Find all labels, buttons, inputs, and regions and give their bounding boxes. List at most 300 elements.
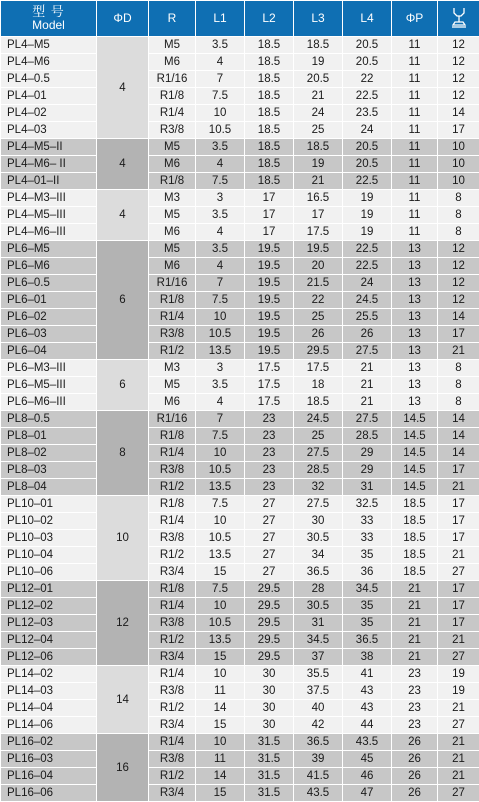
cell-l2: 29.5 — [245, 598, 294, 615]
table-header — [1, 1, 479, 37]
cell-r: M6 — [149, 54, 196, 71]
cell-wrench: 12 — [438, 258, 479, 275]
table-row — [1, 428, 479, 445]
cell-r: R3/4 — [149, 717, 196, 734]
cell-l1: 13.5 — [196, 547, 245, 564]
table-row — [1, 88, 479, 105]
cell-l4: 19 — [343, 207, 392, 224]
cell-l1: 10.5 — [196, 462, 245, 479]
cell-model: PL8–0.5 — [1, 411, 97, 428]
cell-wrench: 17 — [438, 581, 479, 598]
cell-r: R3/8 — [149, 326, 196, 343]
cell-r: R1/16 — [149, 411, 196, 428]
cell-l3: 28.5 — [294, 462, 343, 479]
cell-model: PL16–02 — [1, 734, 97, 751]
cell-op: 13 — [392, 309, 438, 326]
cell-l2: 30 — [245, 717, 294, 734]
table-row — [1, 734, 479, 751]
cell-wrench: 8 — [438, 360, 479, 377]
cell-wrench: 10 — [438, 156, 479, 173]
cell-l2: 27 — [245, 496, 294, 513]
cell-l2: 18.5 — [245, 173, 294, 190]
cell-l1: 10 — [196, 309, 245, 326]
table-row — [1, 241, 479, 258]
cell-model: PL6–M6 — [1, 258, 97, 275]
table-row — [1, 717, 479, 734]
cell-l3: 30.5 — [294, 598, 343, 615]
cell-l2: 23 — [245, 411, 294, 428]
cell-model: PL12–02 — [1, 598, 97, 615]
cell-r: R1/16 — [149, 275, 196, 292]
cell-l3: 24.5 — [294, 411, 343, 428]
cell-r: M6 — [149, 394, 196, 411]
table-row — [1, 683, 479, 700]
cell-l1: 3.5 — [196, 139, 245, 156]
cell-r: M5 — [149, 37, 196, 54]
cell-l4: 34.5 — [343, 581, 392, 598]
cell-l4: 31 — [343, 479, 392, 496]
cell-l3: 43.5 — [294, 785, 343, 802]
cell-l4: 45 — [343, 751, 392, 768]
cell-model: PL4–03 — [1, 122, 97, 139]
cell-op: 26 — [392, 751, 438, 768]
cell-l1: 14 — [196, 768, 245, 785]
cell-op: 18.5 — [392, 513, 438, 530]
cell-r: M3 — [149, 360, 196, 377]
cell-l3: 35.5 — [294, 666, 343, 683]
cell-l2: 17 — [245, 190, 294, 207]
cell-od: 12 — [97, 581, 149, 666]
cell-wrench: 14 — [438, 445, 479, 462]
cell-l4: 35 — [343, 598, 392, 615]
cell-op: 18.5 — [392, 530, 438, 547]
cell-l2: 31.5 — [245, 768, 294, 785]
cell-l1: 15 — [196, 649, 245, 666]
cell-l3: 18.5 — [294, 37, 343, 54]
cell-op: 13 — [392, 394, 438, 411]
cell-model: PL6–03 — [1, 326, 97, 343]
cell-l3: 25 — [294, 309, 343, 326]
cell-model: PL4–01–II — [1, 173, 97, 190]
cell-l1: 3.5 — [196, 207, 245, 224]
cell-model: PL10–04 — [1, 547, 97, 564]
cell-r: M3 — [149, 190, 196, 207]
cell-l1: 15 — [196, 785, 245, 802]
cell-wrench: 27 — [438, 717, 479, 734]
cell-l1: 3.5 — [196, 37, 245, 54]
cell-r: R1/8 — [149, 88, 196, 105]
table-row — [1, 479, 479, 496]
table-row — [1, 326, 479, 343]
cell-l1: 15 — [196, 564, 245, 581]
cell-l4: 29 — [343, 462, 392, 479]
cell-l1: 3 — [196, 360, 245, 377]
cell-od: 6 — [97, 241, 149, 360]
cell-l2: 18.5 — [245, 139, 294, 156]
cell-r: R3/8 — [149, 122, 196, 139]
cell-model: PL4–M5–III — [1, 207, 97, 224]
cell-op: 11 — [392, 122, 438, 139]
cell-model: PL16–06 — [1, 785, 97, 802]
cell-l2: 27 — [245, 530, 294, 547]
cell-wrench: 21 — [438, 768, 479, 785]
cell-l2: 23 — [245, 479, 294, 496]
cell-l2: 29.5 — [245, 649, 294, 666]
cell-op: 13 — [392, 326, 438, 343]
cell-r: M5 — [149, 377, 196, 394]
table-row — [1, 700, 479, 717]
cell-l2: 18.5 — [245, 88, 294, 105]
cell-model: PL6–02 — [1, 309, 97, 326]
cell-op: 11 — [392, 173, 438, 190]
cell-l3: 26 — [294, 326, 343, 343]
cell-op: 11 — [392, 105, 438, 122]
cell-l2: 18.5 — [245, 156, 294, 173]
cell-op: 21 — [392, 632, 438, 649]
cell-r: R1/8 — [149, 428, 196, 445]
cell-op: 18.5 — [392, 547, 438, 564]
cell-model: PL14–06 — [1, 717, 97, 734]
cell-l2: 29.5 — [245, 581, 294, 598]
cell-l1: 7.5 — [196, 292, 245, 309]
cell-op: 14.5 — [392, 479, 438, 496]
cell-model: PL4–M5–II — [1, 139, 97, 156]
cell-l1: 11 — [196, 683, 245, 700]
cell-l3: 25 — [294, 428, 343, 445]
cell-wrench: 8 — [438, 377, 479, 394]
cell-l3: 36.5 — [294, 564, 343, 581]
table-row — [1, 309, 479, 326]
cell-l3: 30.5 — [294, 530, 343, 547]
cell-l3: 28 — [294, 581, 343, 598]
cell-l4: 22.5 — [343, 173, 392, 190]
table-row — [1, 37, 479, 54]
cell-l4: 20.5 — [343, 139, 392, 156]
cell-wrench: 21 — [438, 632, 479, 649]
cell-l3: 36.5 — [294, 734, 343, 751]
cell-l3: 21 — [294, 88, 343, 105]
cell-l4: 22.5 — [343, 88, 392, 105]
cell-l2: 18.5 — [245, 71, 294, 88]
table-row — [1, 666, 479, 683]
cell-l1: 13.5 — [196, 632, 245, 649]
cell-l4: 20.5 — [343, 54, 392, 71]
cell-wrench: 17 — [438, 122, 479, 139]
cell-l3: 37.5 — [294, 683, 343, 700]
cell-r: R1/2 — [149, 768, 196, 785]
cell-l4: 29 — [343, 445, 392, 462]
cell-od: 4 — [97, 37, 149, 139]
cell-wrench: 12 — [438, 54, 479, 71]
cell-r: M6 — [149, 224, 196, 241]
table-row — [1, 462, 479, 479]
cell-l4: 43 — [343, 683, 392, 700]
cell-wrench: 12 — [438, 292, 479, 309]
cell-l2: 30 — [245, 683, 294, 700]
cell-l4: 21 — [343, 394, 392, 411]
cell-l3: 30 — [294, 513, 343, 530]
cell-l4: 43 — [343, 700, 392, 717]
cell-l1: 3.5 — [196, 241, 245, 258]
cell-l2: 19.5 — [245, 292, 294, 309]
cell-l3: 24 — [294, 105, 343, 122]
cell-r: R3/8 — [149, 683, 196, 700]
header-wrench — [438, 1, 479, 37]
cell-wrench: 8 — [438, 190, 479, 207]
cell-op: 14.5 — [392, 462, 438, 479]
cell-r: M5 — [149, 139, 196, 156]
cell-r: R1/8 — [149, 581, 196, 598]
cell-od: 8 — [97, 411, 149, 496]
cell-l3: 34 — [294, 547, 343, 564]
cell-l3: 18 — [294, 377, 343, 394]
cell-od: 6 — [97, 360, 149, 411]
cell-l1: 10 — [196, 513, 245, 530]
cell-r: R3/8 — [149, 751, 196, 768]
cell-model: PL6–04 — [1, 343, 97, 360]
cell-model: PL4–M6–III — [1, 224, 97, 241]
cell-od: 14 — [97, 666, 149, 734]
cell-l2: 17 — [245, 207, 294, 224]
cell-model: PL10–02 — [1, 513, 97, 530]
header-l4: L4 — [343, 1, 392, 37]
table-row — [1, 292, 479, 309]
cell-wrench: 17 — [438, 326, 479, 343]
cell-l1: 10.5 — [196, 326, 245, 343]
cell-r: R1/8 — [149, 496, 196, 513]
cell-wrench: 21 — [438, 343, 479, 360]
cell-l4: 21 — [343, 360, 392, 377]
cell-op: 11 — [392, 88, 438, 105]
cell-op: 13 — [392, 377, 438, 394]
cell-wrench: 14 — [438, 428, 479, 445]
cell-wrench: 14 — [438, 411, 479, 428]
cell-l3: 19 — [294, 156, 343, 173]
table-row — [1, 411, 479, 428]
cell-r: R1/4 — [149, 309, 196, 326]
cell-op: 14.5 — [392, 428, 438, 445]
table-row — [1, 190, 479, 207]
header-model — [1, 1, 97, 37]
cell-l3: 41.5 — [294, 768, 343, 785]
cell-l4: 33 — [343, 530, 392, 547]
wrench-hex-icon — [450, 6, 468, 31]
cell-od: 4 — [97, 190, 149, 241]
cell-l4: 22.5 — [343, 258, 392, 275]
cell-wrench: 10 — [438, 173, 479, 190]
table-row — [1, 360, 479, 377]
header-row — [1, 1, 479, 37]
cell-l2: 23 — [245, 462, 294, 479]
table-row — [1, 156, 479, 173]
cell-l4: 22.5 — [343, 241, 392, 258]
cell-l3: 18.5 — [294, 394, 343, 411]
cell-wrench: 17 — [438, 462, 479, 479]
cell-r: R1/4 — [149, 445, 196, 462]
table-row — [1, 496, 479, 513]
cell-model: PL14–04 — [1, 700, 97, 717]
cell-op: 11 — [392, 156, 438, 173]
cell-l3: 21.5 — [294, 275, 343, 292]
cell-l2: 17.5 — [245, 394, 294, 411]
cell-model: PL6–M3–III — [1, 360, 97, 377]
cell-l2: 19.5 — [245, 258, 294, 275]
cell-l3: 39 — [294, 751, 343, 768]
table-row — [1, 649, 479, 666]
cell-l3: 17.5 — [294, 224, 343, 241]
cell-model: PL12–06 — [1, 649, 97, 666]
header-model-en: Model — [32, 18, 65, 32]
cell-l1: 7.5 — [196, 88, 245, 105]
cell-r: R1/2 — [149, 632, 196, 649]
table-body — [1, 37, 479, 802]
cell-r: R1/16 — [149, 71, 196, 88]
cell-r: M5 — [149, 241, 196, 258]
cell-wrench: 8 — [438, 394, 479, 411]
cell-model: PL6–M5–III — [1, 377, 97, 394]
cell-l4: 46 — [343, 768, 392, 785]
cell-r: R1/4 — [149, 666, 196, 683]
table-row — [1, 377, 479, 394]
cell-wrench: 27 — [438, 564, 479, 581]
table-row — [1, 598, 479, 615]
cell-l3: 17 — [294, 207, 343, 224]
table-row — [1, 207, 479, 224]
cell-op: 13 — [392, 258, 438, 275]
cell-l4: 36 — [343, 564, 392, 581]
table-row — [1, 581, 479, 598]
cell-model: PL8–03 — [1, 462, 97, 479]
cell-l2: 27 — [245, 513, 294, 530]
cell-l3: 21 — [294, 173, 343, 190]
cell-op: 14.5 — [392, 411, 438, 428]
cell-l4: 44 — [343, 717, 392, 734]
cell-l1: 7.5 — [196, 581, 245, 598]
cell-l1: 7.5 — [196, 496, 245, 513]
cell-l4: 20.5 — [343, 156, 392, 173]
cell-r: R1/2 — [149, 547, 196, 564]
cell-r: M5 — [149, 207, 196, 224]
cell-wrench: 21 — [438, 700, 479, 717]
cell-l3: 42 — [294, 717, 343, 734]
table-row — [1, 751, 479, 768]
cell-model: PL10–01 — [1, 496, 97, 513]
cell-op: 23 — [392, 666, 438, 683]
cell-op: 14.5 — [392, 445, 438, 462]
cell-l3: 34.5 — [294, 632, 343, 649]
cell-l4: 19 — [343, 190, 392, 207]
cell-l3: 27.5 — [294, 496, 343, 513]
cell-od: 10 — [97, 496, 149, 581]
cell-op: 21 — [392, 581, 438, 598]
cell-l3: 20.5 — [294, 71, 343, 88]
cell-l1: 3 — [196, 190, 245, 207]
cell-r: R1/8 — [149, 292, 196, 309]
cell-model: PL6–01 — [1, 292, 97, 309]
cell-op: 11 — [392, 71, 438, 88]
cell-wrench: 14 — [438, 105, 479, 122]
cell-model: PL10–03 — [1, 530, 97, 547]
cell-r: R1/2 — [149, 479, 196, 496]
cell-model: PL12–04 — [1, 632, 97, 649]
table-row — [1, 343, 479, 360]
cell-l1: 4 — [196, 156, 245, 173]
cell-l3: 16.5 — [294, 190, 343, 207]
table-row — [1, 530, 479, 547]
cell-l4: 41 — [343, 666, 392, 683]
cell-l2: 19.5 — [245, 241, 294, 258]
cell-l2: 18.5 — [245, 105, 294, 122]
cell-wrench: 21 — [438, 751, 479, 768]
cell-l3: 25 — [294, 122, 343, 139]
cell-l4: 24.5 — [343, 292, 392, 309]
cell-l1: 10 — [196, 734, 245, 751]
cell-l3: 20 — [294, 258, 343, 275]
cell-model: PL14–02 — [1, 666, 97, 683]
cell-wrench: 12 — [438, 37, 479, 54]
cell-model: PL4–02 — [1, 105, 97, 122]
cell-op: 11 — [392, 54, 438, 71]
cell-op: 21 — [392, 615, 438, 632]
cell-r: R1/4 — [149, 105, 196, 122]
cell-op: 23 — [392, 700, 438, 717]
cell-r: R1/4 — [149, 598, 196, 615]
cell-r: M6 — [149, 156, 196, 173]
cell-model: PL6–0.5 — [1, 275, 97, 292]
cell-op: 13 — [392, 275, 438, 292]
table-row — [1, 54, 479, 71]
cell-r: R1/4 — [149, 513, 196, 530]
table-row — [1, 513, 479, 530]
cell-l4: 36.5 — [343, 632, 392, 649]
header-l1: L1 — [196, 1, 245, 37]
cell-l2: 30 — [245, 666, 294, 683]
cell-l4: 38 — [343, 649, 392, 666]
cell-l1: 11 — [196, 751, 245, 768]
cell-l4: 25.5 — [343, 309, 392, 326]
cell-l3: 19.5 — [294, 241, 343, 258]
cell-l2: 19.5 — [245, 343, 294, 360]
cell-wrench: 27 — [438, 785, 479, 802]
table-row — [1, 122, 479, 139]
cell-l2: 19.5 — [245, 309, 294, 326]
table-row — [1, 394, 479, 411]
cell-model: PL6–M6–III — [1, 394, 97, 411]
cell-l3: 40 — [294, 700, 343, 717]
cell-op: 26 — [392, 734, 438, 751]
cell-l4: 28.5 — [343, 428, 392, 445]
cell-wrench: 17 — [438, 496, 479, 513]
cell-model: PL4–0.5 — [1, 71, 97, 88]
table-row — [1, 173, 479, 190]
cell-l3: 17.5 — [294, 360, 343, 377]
header-od: ΦD — [97, 1, 149, 37]
cell-l1: 7 — [196, 411, 245, 428]
cell-l4: 27.5 — [343, 343, 392, 360]
cell-wrench: 21 — [438, 734, 479, 751]
cell-l3: 22 — [294, 292, 343, 309]
cell-op: 13 — [392, 343, 438, 360]
cell-wrench: 14 — [438, 309, 479, 326]
cell-model: PL16–04 — [1, 768, 97, 785]
cell-l2: 19.5 — [245, 326, 294, 343]
cell-l2: 29.5 — [245, 632, 294, 649]
cell-model: PL12–01 — [1, 581, 97, 598]
cell-l4: 27.5 — [343, 411, 392, 428]
cell-l2: 31.5 — [245, 785, 294, 802]
cell-l1: 7 — [196, 71, 245, 88]
cell-l2: 31.5 — [245, 751, 294, 768]
